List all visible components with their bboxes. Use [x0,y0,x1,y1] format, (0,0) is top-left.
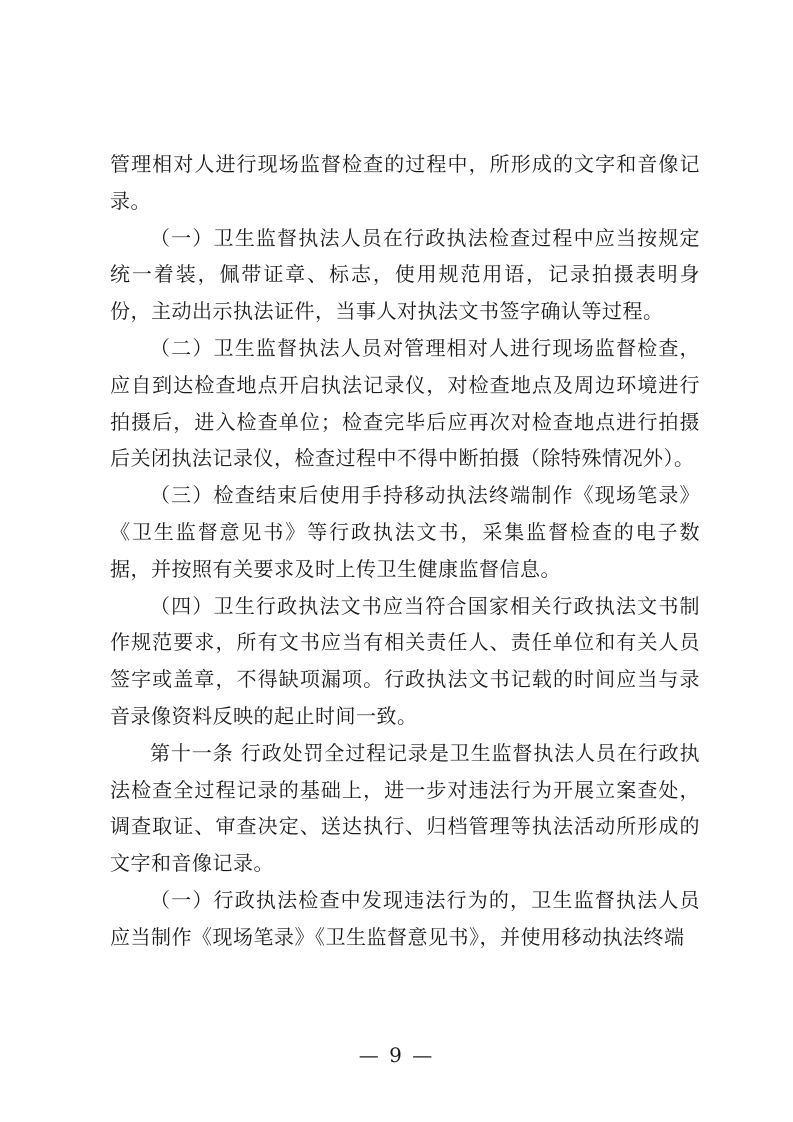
paragraph-item-1: （一）卫生监督执法人员在行政执法检查过程中应当按规定统一着装，佩带证章、标志，使用规范用语，记录拍摄表明身份，主动出示执法证件，当事人对执法文书签字确认等过程。 [110,225,700,324]
paragraph-article-11-item-1: （一）行政执法检查中发现违法行为的，卫生监督执法人员应当制作《现场笔录》《卫生监督意见书》，并使用移动执法终端 [110,887,700,949]
paragraph-item-2: （二）卫生监督执法人员对管理相对人进行现场监督检查，应自到达检查地点开启执法记录仪，对检查地点及周边环境进行拍摄后，进入检查单位；检查完毕后应再次对检查地点进行拍摄后关闭执法记录仪，检查过程中不得中断拍摄（除特殊情况外）。 [110,335,700,471]
page-number: — 9 — [358,1043,435,1067]
paragraph-continuation: 管理相对人进行现场监督检查的过程中，所形成的文字和音像记录。 [110,152,700,213]
paragraph-article-11: 第十一条 行政处罚全过程记录是卫生监督执法人员在行政执法检查全过程记录的基础上，进一步对违法行为开展立案查处，调查取证、审查决定、送达执行、归档管理等执法活动所形成的文字和音像记录。 [110,740,700,876]
paragraph-item-4: （四）卫生行政执法文书应当符合国家相关行政执法文书制作规范要求，所有文书应当有相关责任人、责任单位和有关人员签字或盖章，不得缺项漏项。行政执法文书记载的时间应当与录音录像资料反映的起止时间一致。 [110,593,700,728]
paragraph-item-3: （三）检查结束后使用手持移动执法终端制作《现场笔录》《卫生监督意见书》等行政执法文书，采集监督检查的电子数据，并按照有关要求及时上传卫生健康监督信息。 [110,483,700,581]
document-body [110,146,700,956]
